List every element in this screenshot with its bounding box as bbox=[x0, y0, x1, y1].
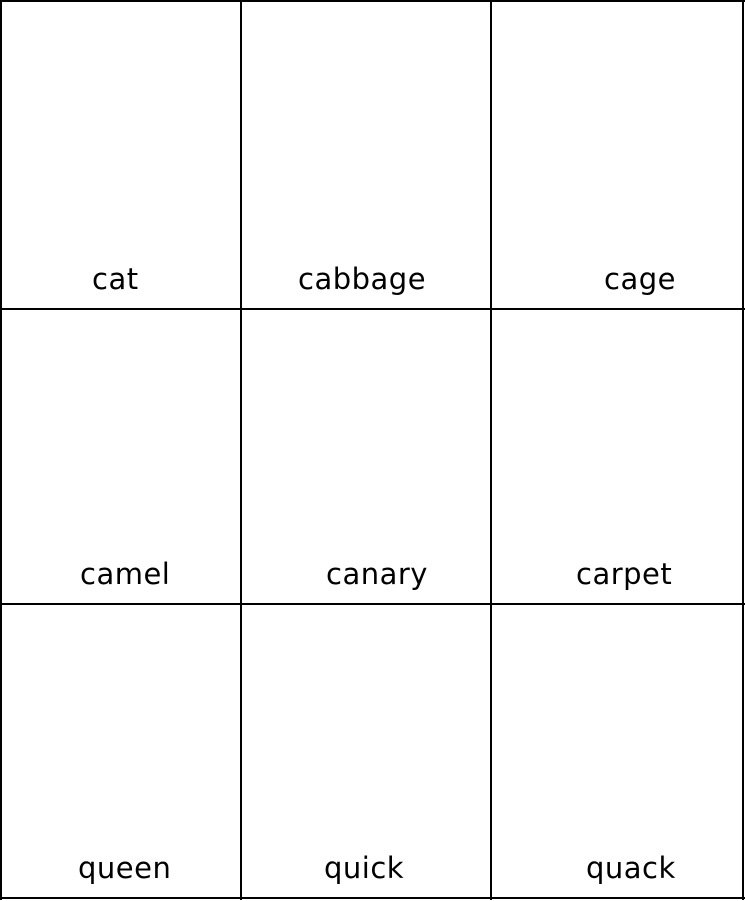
card-word: carpet bbox=[576, 557, 673, 591]
grid-line-bottom bbox=[0, 897, 745, 899]
word-card-quick bbox=[242, 605, 490, 897]
card-word: cage bbox=[604, 262, 676, 296]
card-word: quick bbox=[324, 851, 405, 885]
word-card-carpet bbox=[492, 310, 742, 603]
card-word: canary bbox=[326, 557, 428, 591]
card-word: cabbage bbox=[298, 262, 427, 296]
card-word: queen bbox=[78, 851, 172, 885]
word-card-cage bbox=[492, 2, 742, 308]
card-word: cat bbox=[92, 262, 139, 296]
card-word: camel bbox=[80, 557, 171, 591]
word-card-quack bbox=[492, 605, 742, 897]
card-word: quack bbox=[586, 851, 676, 885]
word-card-camel bbox=[2, 310, 240, 603]
word-card-canary bbox=[242, 310, 490, 603]
grid-line-right bbox=[742, 0, 744, 900]
word-card-cat bbox=[2, 2, 240, 308]
word-card-cabbage bbox=[242, 2, 490, 308]
word-card-queen bbox=[2, 605, 240, 897]
